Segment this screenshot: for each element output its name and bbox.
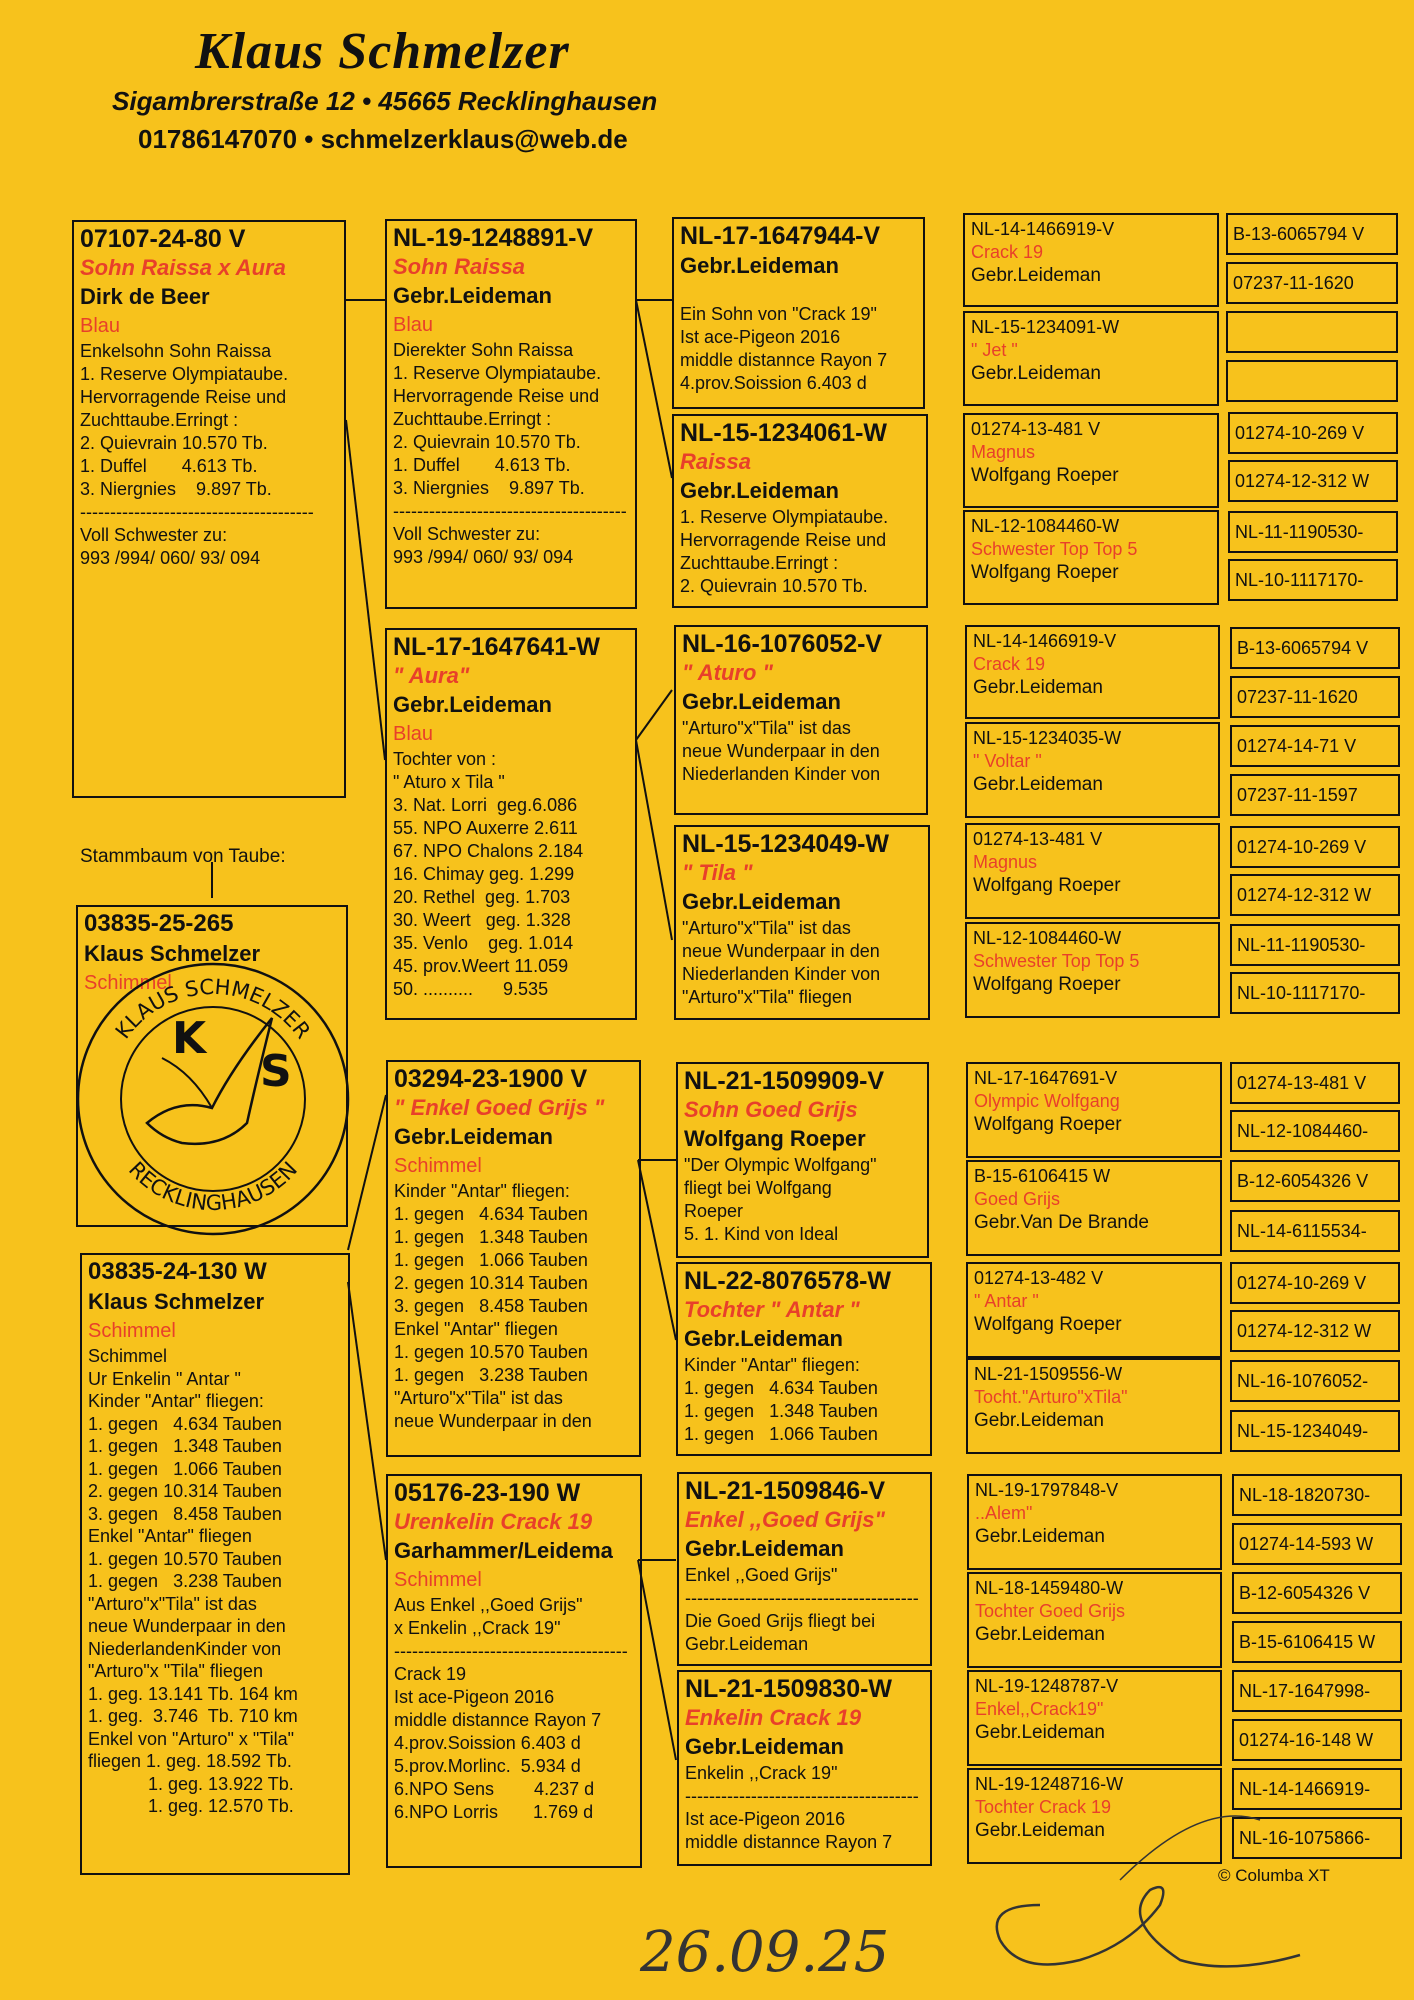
ggg-cell[interactable]: NL-10-1117170- [1230,972,1400,1014]
father-owner: Dirk de Beer [80,284,210,309]
great-grandparent-card[interactable] [965,625,1220,719]
grandparent-card[interactable] [676,1062,929,1258]
ggp-ring: NL-19-1248787-V [975,1676,1119,1696]
grandparent-ring: NL-15-1234049-W [682,830,890,858]
ggp-name: Tocht."Arturo"xTila" [974,1387,1128,1407]
ggp-name: Tochter Crack 19 [975,1797,1112,1817]
ggp-name: Crack 19 [971,242,1044,262]
ggg-cell[interactable]: NL-14-1466919- [1232,1768,1402,1810]
grandparent-notes: "Der Olympic Wolfgang" fliegt bei Wolfgang Roeper 5. 1. Kind von Ideal [684,1155,877,1244]
parent-ring: NL-17-1647641-W [393,633,601,661]
parent-name: " Enkel Goed Grijs " [394,1095,605,1120]
great-grandparent-card[interactable] [963,510,1219,605]
ggp-ring: NL-15-1234091-W [971,317,1120,337]
parent-card[interactable] [385,219,637,609]
grandparent-ring: NL-16-1076052-V [682,630,883,658]
ggp-name: " Voltar " [973,751,1042,771]
ggg-cell[interactable]: 01274-12-312 W [1228,460,1398,502]
ggp-owner: Wolfgang Roeper [973,974,1121,995]
parent-color: Schimmel [394,1569,482,1591]
great-grandparent-card[interactable] [966,1358,1222,1454]
ggg-cell[interactable] [1226,360,1398,402]
father-card[interactable] [72,220,346,798]
ggg-cell[interactable]: B-13-6065794 V [1226,213,1398,255]
grandparent-ring: NL-21-1509830-W [685,1675,893,1703]
ggg-cell[interactable]: NL-15-1234049- [1230,1410,1400,1452]
ggg-cell[interactable]: 01274-13-481 V [1230,1062,1400,1104]
parent-notes: Tochter von : " Aturo x Tila " 3. Nat. Lorri geg.6.086 55. NPO Auxerre 2.611 67. NPO Chalons 2.184 16. Chimay geg. 1.299 20. Rethel geg. 1.703 30. Weert geg. 1.328 35. Venlo geg. 1.014 45. prov.Weert 11.059 50. .......... 9.535 [393,749,584,999]
ggg-cell[interactable]: NL-11-1190530- [1228,511,1398,553]
ggg-cell[interactable]: B-15-6106415 W [1232,1621,1402,1663]
ggp-owner: Gebr.Leideman [975,1722,1105,1743]
ggp-ring: NL-15-1234035-W [973,728,1122,748]
parent-name: " Aura" [393,663,470,688]
great-grandparent-card[interactable] [965,922,1220,1018]
grandparent-owner: Gebr.Leideman [685,1536,844,1561]
stammbaum-label: Stammbaum von Taube: [80,846,286,867]
subject-owner: Klaus Schmelzer [88,1289,265,1314]
great-grandparent-card[interactable] [965,722,1220,818]
grandparent-owner: Gebr.Leideman [680,478,839,503]
ggg-cell[interactable]: NL-12-1084460- [1230,1110,1400,1152]
grandparent-card[interactable] [674,625,928,815]
great-grandparent-card[interactable] [963,311,1219,406]
ggg-cell[interactable]: B-12-6054326 V [1230,1160,1400,1202]
ggp-owner: Wolfgang Roeper [974,1114,1122,1135]
parent-name: Sohn Raissa [393,254,526,279]
ggp-name: Enkel,,Crack19" [975,1699,1104,1719]
ggp-name: Olympic Wolfgang [974,1091,1120,1111]
ggp-name: Schwester Top Top 5 [973,951,1140,971]
ggp-ring: 01274-13-481 V [973,829,1103,849]
ggg-cell[interactable]: B-13-6065794 V [1230,627,1400,669]
ggp-ring: B-15-6106415 W [974,1166,1111,1186]
grandparent-owner: Wolfgang Roeper [684,1126,866,1151]
ggp-name: ..Alem" [975,1503,1033,1523]
ggp-owner: Gebr.Leideman [975,1820,1105,1841]
ggg-cell[interactable]: NL-10-1117170- [1228,559,1398,601]
subject-card[interactable] [80,1253,350,1875]
subject-owner: Klaus Schmelzer [84,941,261,966]
ggg-cell[interactable]: 07237-11-1620 [1230,676,1400,718]
parent-color: Schimmel [394,1155,482,1177]
grandparent-card[interactable] [672,414,928,608]
grandparent-card[interactable] [677,1670,932,1866]
grandparent-ring: NL-15-1234061-W [680,419,888,447]
copyright-note: © Columba XT [1218,1866,1330,1885]
ggp-ring: 01274-13-481 V [971,419,1101,439]
stamp-letter-k: K [172,1013,207,1064]
grandparent-notes: Enkelin ,,Crack 19" --------------------------------------- Ist ace-Pigeon 2016 middle distannce Rayon 7 [685,1763,919,1852]
ggp-owner: Wolfgang Roeper [974,1314,1122,1335]
parent-color: Blau [393,723,434,745]
ggp-owner: Gebr.Leideman [975,1624,1105,1645]
ggg-cell[interactable]: 01274-10-269 V [1228,412,1398,454]
ggg-cell[interactable] [1226,311,1398,353]
grandparent-owner: Gebr.Leideman [684,1326,843,1351]
grandparent-notes: "Arturo"x"Tila" ist das neue Wunderpaar in den Niederlanden Kinder von "Arturo"x"Tila" fliegen [682,918,881,1007]
grandparent-name: Enkelin Crack 19 [685,1705,862,1730]
grandparent-notes: "Arturo"x"Tila" ist das neue Wunderpaar in den Niederlanden Kinder von [682,718,881,784]
breeder-address: Sigambrerstraße 12 • 45665 Recklinghausen [112,86,658,116]
parent-owner: Gebr.Leideman [393,692,552,717]
ggg-cell[interactable]: B-12-6054326 V [1232,1572,1402,1614]
parent-owner: Gebr.Leideman [393,283,552,308]
ggp-name: Goed Grijs [974,1189,1061,1209]
grandparent-owner: Gebr.Leideman [680,253,839,278]
breeder-stamp [72,958,354,1240]
handwritten-date: 26.09.25 [640,1920,890,1985]
ggp-ring: NL-12-1084460-W [971,516,1120,536]
subject-color: Schimmel [84,972,172,994]
ggp-owner: Gebr.Leideman [975,1526,1105,1547]
ggp-owner: Gebr.Leideman [971,265,1101,286]
ggg-cell[interactable]: 07237-11-1620 [1226,262,1398,304]
ggg-cell[interactable]: NL-16-1075866- [1232,1817,1402,1859]
ggp-ring: NL-12-1084460-W [973,928,1122,948]
parent-ring: 03294-23-1900 V [394,1065,588,1093]
grandparent-notes: 1. Reserve Olympiataube. Hervorragende Reise und Zuchttaube.Erringt : 2. Quievrain 10.570 Tb. [680,507,889,596]
great-grandparent-card[interactable] [967,1768,1222,1864]
father-name: Sohn Raissa x Aura [80,255,286,280]
ggp-ring: NL-17-1647691-V [974,1068,1118,1088]
ggp-owner: Gebr.Leideman [971,363,1101,384]
ggg-cell[interactable]: NL-14-6115534- [1230,1210,1400,1252]
grandparent-ring: NL-17-1647944-V [680,222,881,250]
dove-icon [147,1018,272,1144]
parent-card[interactable] [386,1060,641,1457]
grandparent-ring: NL-21-1509909-V [684,1067,885,1095]
ggp-owner: Wolfgang Roeper [971,465,1119,486]
parent-owner: Gebr.Leideman [394,1124,553,1149]
great-grandparent-card[interactable] [963,413,1219,508]
subject-notes: Schimmel Ur Enkelin " Antar " Kinder "Antar" fliegen: 1. gegen 4.634 Tauben 1. gegen 1.348 Tauben 1. gegen 1.066 Tauben 2. gegen 10.314 Tauben 3. gegen 8.458 Tauben Enkel "Antar" fliegen 1. gegen 10.570 Tauben 1. gegen 3.238 Tauben "Arturo"x"Tila" ist das neue Wunderpaar in den NiederlandenKinder von "Arturo"x "Tila" fliegen 1. geg. 13.141 Tb. 164 km 1. geg. 3.746 Tb. 710 km Enkel von "Arturo" x "Tila" fliegen 1. geg. 18.592 Tb. 1. geg. 13.922 Tb. 1. geg. 12.570 Tb. [88,1346,298,1816]
ggp-owner: Gebr.Van De Brande [974,1212,1149,1233]
ggg-cell[interactable]: 01274-10-269 V [1230,826,1400,868]
great-grandparent-card[interactable] [967,1572,1222,1668]
ggp-ring: NL-19-1248716-W [975,1774,1124,1794]
ggp-name: Magnus [971,442,1036,462]
grandparent-name: " Tila " [682,860,753,885]
ggg-cell[interactable]: NL-16-1076052- [1230,1360,1400,1402]
great-grandparent-card[interactable] [967,1670,1222,1766]
grandparent-owner: Gebr.Leideman [682,889,841,914]
grandparent-owner: Gebr.Leideman [682,689,841,714]
subject-ring: 03835-24-130 W [88,1258,267,1285]
subject-ring: 03835-25-265 [84,910,234,937]
parent-notes: Dierekter Sohn Raissa 1. Reserve Olympiataube. Hervorragende Reise und Zuchttaube.Erringt : 2. Quievrain 10.570 Tb. 1. Duffel 4.613 Tb. 3. Niergnies 9.897 Tb. --------------------------------------- Voll Schwester zu: 993 /994/ 060/ 93/ 094 [393,340,627,567]
great-grandparent-card[interactable] [963,213,1219,307]
stamp-bottom-text: RECKLINGHAUSEN [123,1157,303,1216]
ggp-owner: Gebr.Leideman [974,1410,1104,1431]
grandparent-notes: Ein Sohn von "Crack 19" Ist ace-Pigeon 2016 middle distannce Rayon 7 4.prov.Soission 6.403 d [680,304,888,393]
parent-card[interactable] [385,628,637,1020]
ggp-owner: Wolfgang Roeper [971,562,1119,583]
ggp-ring: NL-19-1797848-V [975,1480,1119,1500]
ggp-ring: NL-21-1509556-W [974,1364,1123,1384]
ggg-cell[interactable]: NL-18-1820730- [1232,1474,1402,1516]
parent-notes: Kinder "Antar" fliegen: 1. gegen 4.634 Tauben 1. gegen 1.348 Tauben 1. gegen 1.066 Tauben 2. gegen 10.314 Tauben 3. gegen 8.458 Tauben Enkel "Antar" fliegen 1. gegen 10.570 Tauben 1. gegen 3.238 Tauben "Arturo"x"Tila" ist das neue Wunderpaar in den [394,1181,592,1431]
father-notes: Enkelsohn Sohn Raissa 1. Reserve Olympiataube. Hervorragende Reise und Zuchttaube.Erringt : 2. Quievrain 10.570 Tb. 1. Duffel 4.613 Tb. 3. Niergnies 9.897 Tb. --------------------------------------- Voll Schwester zu: 993 /994/ 060/ 93/ 094 [80,341,314,568]
grandparent-card[interactable] [672,217,925,409]
ggg-cell[interactable]: NL-11-1190530- [1230,924,1400,966]
parent-ring: NL-19-1248891-V [393,224,594,252]
parent-ring: 05176-23-190 W [394,1479,581,1507]
ggp-name: " Antar " [974,1291,1039,1311]
breeder-name: Klaus Schmelzer [195,23,570,80]
grandparent-name: Enkel ,,Goed Grijs" [685,1507,885,1532]
ggp-name: Schwester Top Top 5 [971,539,1138,559]
grandparent-card[interactable] [677,1472,932,1666]
grandparent-name: " Aturo " [682,660,773,685]
parent-name: Urenkelin Crack 19 [394,1509,593,1534]
ggg-cell[interactable]: 01274-12-312 W [1230,1310,1400,1352]
ggp-name: Crack 19 [973,654,1046,674]
stamp-top-text: KLAUS SCHMELZER [110,974,316,1044]
grandparent-name: Tochter " Antar " [684,1297,860,1322]
great-grandparent-card[interactable] [965,823,1220,919]
parent-card[interactable] [386,1474,642,1868]
ggp-owner: Gebr.Leideman [973,774,1103,795]
ggp-ring: NL-18-1459480-W [975,1578,1124,1598]
stamp-letter-s: S [260,1046,292,1097]
ggp-name: Tochter Goed Grijs [975,1601,1126,1621]
ggp-owner: Wolfgang Roeper [973,875,1121,896]
grandparent-ring: NL-21-1509846-V [685,1477,886,1505]
father-ring: 07107-24-80 V [80,225,246,253]
ggg-cell[interactable]: 01274-10-269 V [1230,1262,1400,1304]
ggp-owner: Gebr.Leideman [973,677,1103,698]
grandparent-name: Sohn Goed Grijs [684,1097,858,1122]
parent-color: Blau [393,314,434,336]
grandparent-card[interactable] [676,1262,932,1456]
ggg-cell[interactable]: 01274-14-593 W [1232,1523,1402,1565]
grandparent-name: Raissa [680,449,751,474]
ggp-name: " Jet " [971,340,1018,360]
subject-color: Schimmel [88,1320,176,1342]
parent-notes: Aus Enkel ,,Goed Grijs" x Enkelin ,,Crack 19" --------------------------------------- Crack 19 Ist ace-Pigeon 2016 middle distannce Rayon 7 4.prov.Soission 6.403 d 5.prov.Morlinc. 5.934 d 6.NPO Sens 4.237 d 6.NPO Lorris 1.769 d [394,1595,628,1822]
ggp-ring: NL-14-1466919-V [971,219,1115,239]
father-color: Blau [80,315,121,337]
ggp-ring: 01274-13-482 V [974,1268,1104,1288]
grandparent-ring: NL-22-8076578-W [684,1267,892,1295]
ggp-ring: NL-14-1466919-V [973,631,1117,651]
ggg-cell[interactable]: 01274-14-71 V [1230,725,1400,767]
great-grandparent-card[interactable] [966,1160,1222,1256]
ggg-cell[interactable]: 07237-11-1597 [1230,774,1400,816]
grandparent-notes: Enkel ,,Goed Grijs" --------------------------------------- Die Goed Grijs fliegt bei Gebr.Leideman [685,1565,919,1654]
ggg-cell[interactable]: NL-17-1647998- [1232,1670,1402,1712]
great-grandparent-card[interactable] [966,1262,1222,1358]
great-grandparent-card[interactable] [967,1474,1222,1570]
ggg-cell[interactable]: 01274-12-312 W [1230,874,1400,916]
ggg-cell[interactable]: 01274-16-148 W [1232,1719,1402,1761]
parent-owner: Garhammer/Leidema [394,1538,613,1563]
great-grandparent-card[interactable] [966,1062,1222,1158]
grandparent-owner: Gebr.Leideman [685,1734,844,1759]
ggp-name: Magnus [973,852,1038,872]
grandparent-card[interactable] [674,825,930,1020]
grandparent-notes: Kinder "Antar" fliegen: 1. gegen 4.634 Tauben 1. gegen 1.348 Tauben 1. gegen 1.066 Tauben [684,1355,878,1444]
breeder-contact: 01786147070 • schmelzerklaus@web.de [138,124,628,154]
